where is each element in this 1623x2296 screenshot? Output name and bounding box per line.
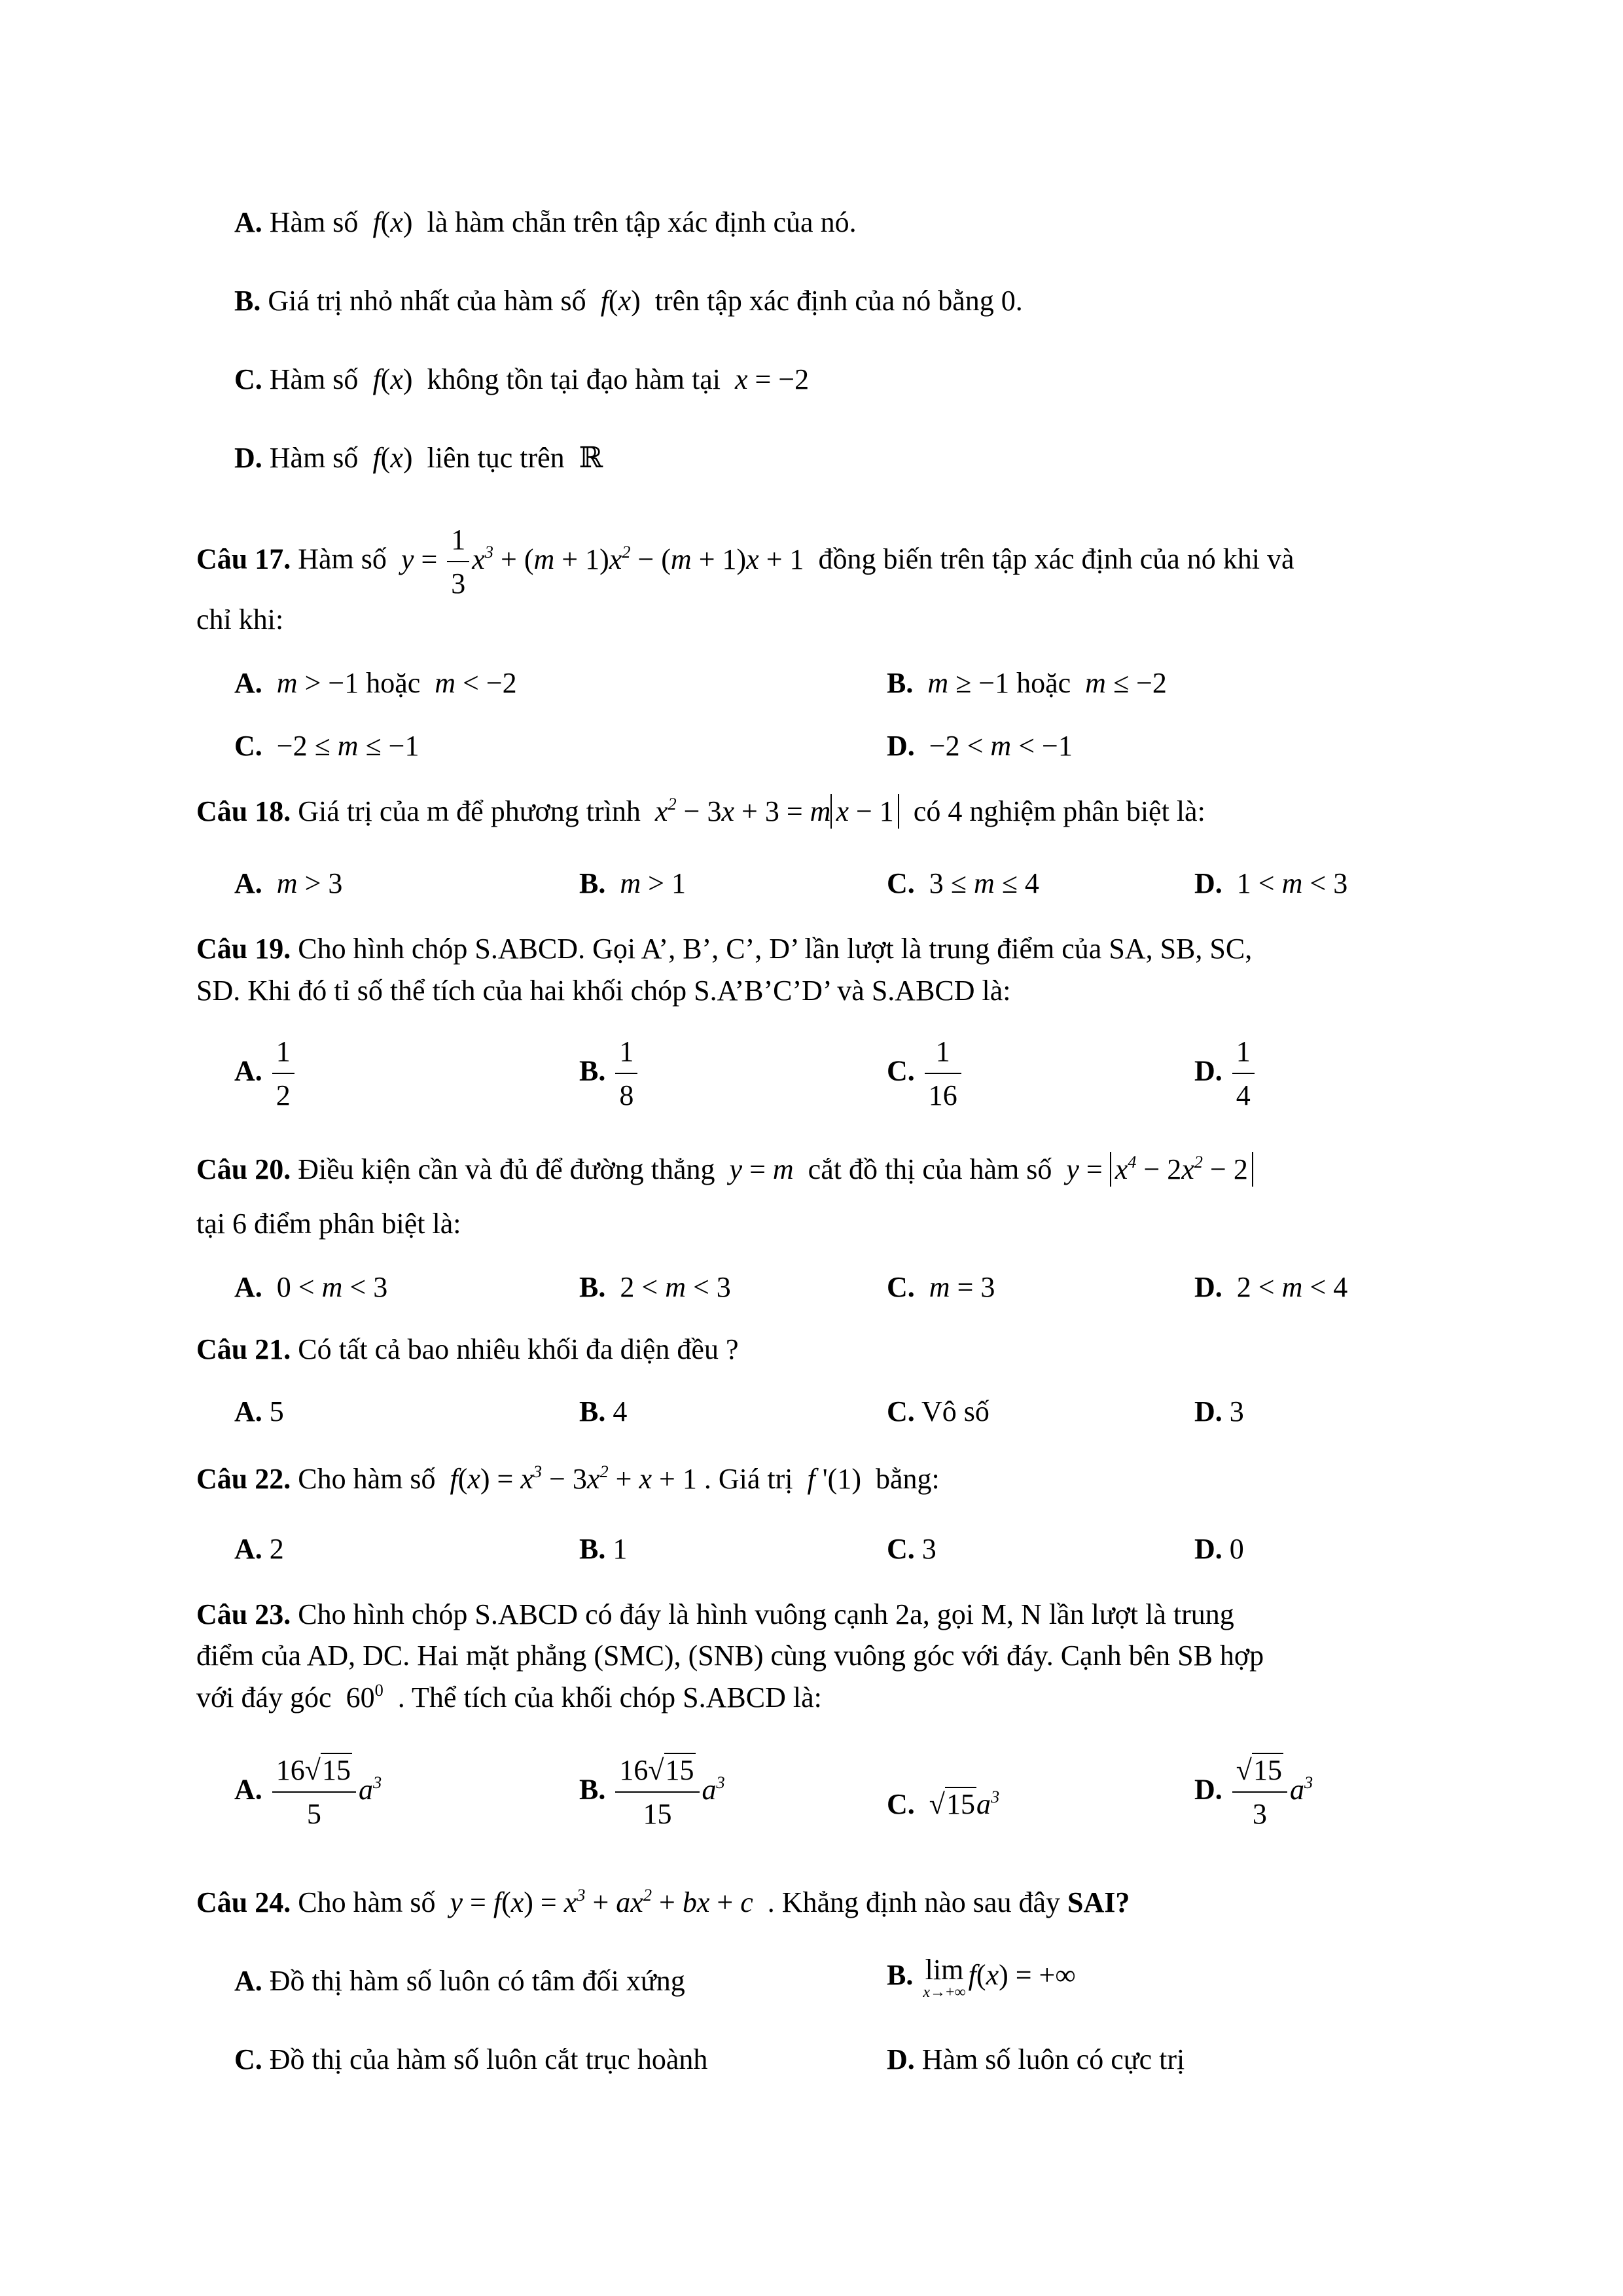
math-answer: m > 1 <box>613 867 686 899</box>
question-label: Câu 18. <box>196 795 291 827</box>
option-label: A. <box>234 1395 262 1427</box>
math-fx: f(x) <box>365 363 413 395</box>
math-line: y = m <box>722 1153 801 1185</box>
option-label: C. <box>234 363 262 395</box>
math-x-eq: x = −2 <box>727 363 810 395</box>
question-text: tại 6 điểm phân biệt là: <box>196 1208 461 1240</box>
question-text: với đáy góc <box>196 1681 332 1713</box>
q24-stem <box>196 1884 1130 1918</box>
math-answer: 3 ≤ m ≤ 4 <box>921 867 1039 899</box>
q19-option-d <box>1194 1035 1257 1112</box>
q21-option-a <box>234 1397 284 1426</box>
question-label: Câu 23. <box>196 1598 291 1630</box>
option-label: A. <box>234 1533 262 1565</box>
math-answer: −2 ≤ m ≤ −1 <box>269 730 419 762</box>
question-label: Câu 24. <box>196 1886 291 1918</box>
math-answer: 2 < m < 4 <box>1229 1271 1348 1303</box>
option-label: C. <box>887 867 915 899</box>
option-label: D. <box>887 2043 915 2075</box>
math-var: $a^3$ <box>702 1772 725 1806</box>
question-text: điểm của AD, DC. Hai mặt phẳng (SMC), (SNB) cùng vuông góc với đáy. Cạnh bên SB hợp <box>196 1640 1264 1672</box>
q23-option-c <box>887 1786 1000 1820</box>
q19-option-a <box>234 1035 297 1112</box>
q16-option-c <box>234 365 809 394</box>
q20-option-a <box>234 1273 387 1302</box>
q23-stem-cont <box>196 1641 1264 1670</box>
option-label: D. <box>1194 867 1222 899</box>
question-text: . Khẳng định nào sau đây <box>767 1886 1060 1918</box>
option-label: B. <box>579 867 606 899</box>
math-equation: $x^2 - 3x + 3 = m$ x − 1 <box>648 795 906 827</box>
option-text: 3 <box>1229 1395 1244 1427</box>
math-derivative: f '(1) <box>800 1463 868 1495</box>
q19-option-b <box>579 1035 640 1112</box>
q16-option-d <box>234 444 603 473</box>
question-text: Cho hình chóp S.ABCD có đáy là hình vuông cạnh 2a, gọi M, N lần lượt là trung <box>298 1598 1234 1630</box>
q22-option-b <box>579 1535 627 1564</box>
q24-option-d <box>887 2045 1185 2074</box>
question-text: Điều kiện cần và đủ để đường thẳng <box>298 1153 715 1185</box>
question-text: . Thể tích của khối chóp S.ABCD là: <box>397 1681 822 1713</box>
fraction: $\frac{16√15}{15}$ <box>615 1754 699 1831</box>
q17-option-a <box>234 669 517 698</box>
option-label: D. <box>234 442 262 474</box>
question-label: Câu 22. <box>196 1463 291 1495</box>
math-function: $f(x) = x^3 - 3x^2 + x + 1$ <box>442 1461 697 1495</box>
option-text: 3 <box>921 1533 936 1565</box>
q21-stem <box>196 1335 738 1364</box>
q17-option-b <box>887 669 1167 698</box>
q17-stem <box>196 524 1294 600</box>
option-label: B. <box>887 1959 914 1992</box>
q18-stem <box>196 793 1205 827</box>
option-text: 2 <box>269 1533 284 1565</box>
q17-option-c <box>234 732 419 761</box>
option-label: B. <box>579 1533 606 1565</box>
q22-option-c <box>887 1535 936 1564</box>
option-label: C. <box>887 1271 915 1303</box>
fraction: $\frac{1}{16}$ <box>925 1035 961 1112</box>
math-answer: 0 < m < 3 <box>269 1271 388 1303</box>
fraction: $\frac{1}{4}$ <box>1232 1035 1255 1112</box>
q20-stem-cont <box>196 1210 461 1238</box>
option-text: không tồn tại đạo hàm tại <box>427 363 721 395</box>
math-answer: m > 3 <box>269 867 343 899</box>
question-label: Câu 21. <box>196 1333 291 1365</box>
option-label: B. <box>234 285 261 317</box>
option-label: D. <box>1194 1533 1222 1565</box>
option-label: C. <box>234 730 262 762</box>
option-text: liên tục trên <box>427 442 565 474</box>
q21-option-b <box>579 1397 627 1426</box>
option-label: A. <box>234 1271 262 1303</box>
math-fx: f(x) <box>593 285 641 317</box>
option-text: trên tập xác định của nó bằng 0. <box>654 285 1023 317</box>
option-text: Hàm số <box>269 363 359 395</box>
option-label: A. <box>234 206 262 238</box>
option-label: B. <box>579 1395 606 1427</box>
option-label: D. <box>1194 1773 1222 1806</box>
question-text: chỉ khi: <box>196 603 284 636</box>
q23-option-b <box>579 1754 725 1831</box>
question-text: Cho hàm số <box>298 1886 436 1918</box>
fraction: $\frac{16√15}{5}$ <box>272 1754 356 1831</box>
math-var: $a^3$ <box>358 1772 382 1806</box>
q20-option-b <box>579 1273 731 1302</box>
math-limit: lim x→+∞ <box>923 1954 966 2001</box>
option-label: C. <box>887 1533 915 1565</box>
question-text: SD. Khi đó tỉ số thể tích của hai khối chóp S.A’B’C’D’ và S.ABCD là: <box>196 975 1011 1007</box>
q20-stem <box>196 1151 1253 1185</box>
math-answer: −2 < m < −1 <box>921 730 1073 762</box>
question-text: Hàm số <box>298 543 387 575</box>
option-label: B. <box>579 1271 606 1303</box>
q18-option-b <box>579 869 686 898</box>
math-answer: m = 3 <box>921 1271 995 1303</box>
math-function: $y = f(x) = x^3 + ax^2$ + bx + c <box>442 1884 760 1918</box>
option-label: A. <box>234 867 262 899</box>
math-angle: $60^0$ <box>338 1679 383 1713</box>
q18-option-a <box>234 869 342 898</box>
question-label: Câu 19. <box>196 933 291 965</box>
option-label: C. <box>887 1788 915 1820</box>
option-label: D. <box>1194 1395 1222 1427</box>
question-text: . Giá trị <box>704 1463 793 1495</box>
math-var: $a^3$ <box>1289 1772 1313 1806</box>
math-real-set: ℝ <box>571 442 603 474</box>
option-text: hoặc <box>1016 667 1071 699</box>
option-label: B. <box>887 667 914 699</box>
option-label: A. <box>234 1773 262 1806</box>
math-function: $y = x^4 - 2x^2 - 2$ <box>1059 1152 1253 1187</box>
q17-option-d <box>887 732 1073 761</box>
q20-option-c <box>887 1273 995 1302</box>
question-text: Có tất cả bao nhiêu khối đa diện đều ? <box>298 1333 739 1365</box>
option-text: Hàm số luôn có cực trị <box>921 2043 1185 2075</box>
option-label: D. <box>887 730 915 762</box>
option-label: C. <box>887 1054 915 1087</box>
option-text: Đồ thị của hàm số luôn cắt trục hoành <box>269 2043 708 2075</box>
question-text: bằng: <box>875 1463 940 1495</box>
option-text: 0 <box>1229 1533 1244 1565</box>
option-label: B. <box>579 1773 606 1806</box>
q22-stem <box>196 1461 940 1495</box>
math-answer: 1 < m < 3 <box>1229 867 1348 899</box>
math-limit-expr: f(x) = +∞ <box>968 1959 1076 1992</box>
q21-option-c <box>887 1397 990 1426</box>
math-answer: m ≥ −1 <box>920 667 1017 699</box>
option-text: 4 <box>613 1395 628 1427</box>
math-answer: m ≤ −2 <box>1078 667 1167 699</box>
option-label: B. <box>579 1054 606 1087</box>
question-label: Câu 20. <box>196 1153 291 1185</box>
option-label: D. <box>1194 1271 1222 1303</box>
option-text: 5 <box>269 1395 284 1427</box>
q23-stem <box>196 1600 1234 1629</box>
option-label: A. <box>234 1965 262 1997</box>
question-text: cắt đồ thị của hàm số <box>808 1153 1052 1185</box>
q21-option-d <box>1194 1397 1244 1426</box>
q18-option-c <box>887 869 1039 898</box>
math-answer: m > −1 <box>269 667 366 699</box>
q23-option-a <box>234 1754 382 1831</box>
math-answer: m < −2 <box>427 667 517 699</box>
option-label: C. <box>887 1395 915 1427</box>
q16-option-a <box>234 208 857 237</box>
fraction: $\frac{1}{2}$ <box>272 1035 294 1112</box>
q19-stem-cont <box>196 977 1011 1005</box>
math-fx: f(x) <box>365 442 413 474</box>
question-emphasis: SAI? <box>1067 1886 1130 1918</box>
q19-stem <box>196 935 1252 963</box>
q16-option-b <box>234 287 1023 315</box>
option-label: C. <box>234 2043 262 2075</box>
option-text: 1 <box>613 1533 628 1565</box>
option-text: Giá trị nhỏ nhất của hàm số <box>268 285 586 317</box>
option-text: Hàm số <box>269 442 359 474</box>
question-text: Giá trị của m để phương trình <box>298 795 641 827</box>
q20-option-d <box>1194 1273 1347 1302</box>
question-label: Câu 17. <box>196 543 291 575</box>
q19-option-c <box>887 1035 964 1112</box>
option-label: A. <box>234 667 262 699</box>
q17-stem-cont <box>196 605 283 634</box>
question-text: đồng biến trên tập xác định của nó khi và <box>818 543 1294 575</box>
option-text: hoặc <box>366 667 421 699</box>
q18-option-d <box>1194 869 1347 898</box>
option-text: là hàm chẵn trên tập xác định của nó. <box>427 206 857 238</box>
option-text: Hàm số <box>269 206 359 238</box>
fraction: $\frac{√15}{3}$ <box>1232 1754 1287 1831</box>
option-text: Đồ thị hàm số luôn có tâm đối xứng <box>269 1965 685 1997</box>
question-text: Cho hàm số <box>298 1463 436 1495</box>
q24-option-c <box>234 2045 707 2074</box>
q22-option-d <box>1194 1535 1244 1564</box>
question-text: Cho hình chóp S.ABCD. Gọi A’, B’, C’, D’ lần lượt là trung điểm của SA, SB, SC, <box>298 933 1253 965</box>
q23-stem-cont2 <box>196 1679 822 1713</box>
option-text: Vô số <box>921 1395 990 1427</box>
math-fx: f(x) <box>365 206 413 238</box>
q24-option-a <box>234 1967 685 1996</box>
math-answer: 2 < m < 3 <box>613 1271 731 1303</box>
math-function: y = $\frac{1}{3}$ $x^3 + (m + 1)x^2 - (m + 1)x + 1$ <box>393 524 812 600</box>
q23-option-d <box>1194 1754 1313 1831</box>
option-label: A. <box>234 1054 262 1087</box>
fraction: $\frac{1}{8}$ <box>615 1035 637 1112</box>
q22-option-a <box>234 1535 284 1564</box>
math-answer: $√15a^3$ <box>929 1786 1000 1820</box>
q24-option-b <box>887 1956 1076 2000</box>
option-label: D. <box>1194 1054 1222 1087</box>
question-text: có 4 nghiệm phân biệt là: <box>913 795 1205 827</box>
